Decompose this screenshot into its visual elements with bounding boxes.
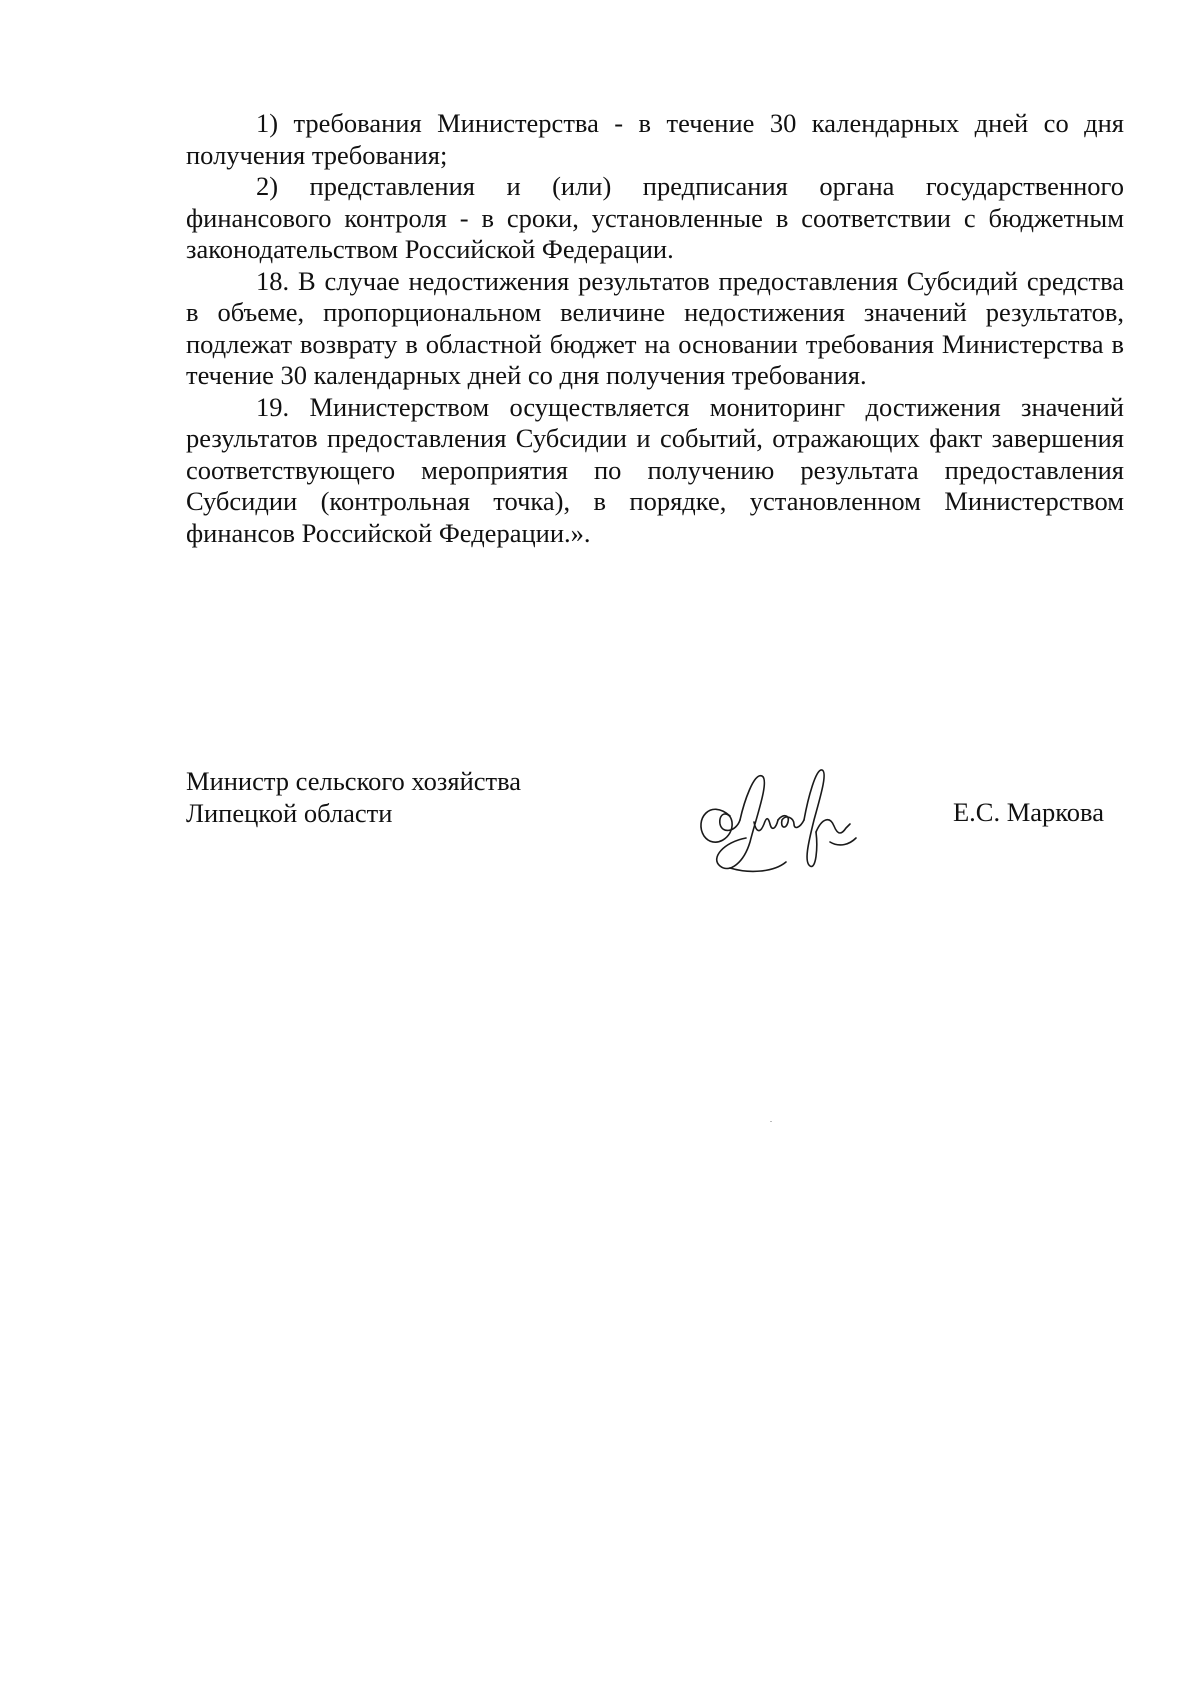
document-body — [186, 108, 1124, 549]
paragraph-item-18: 18. В случае недостижения результатов предоставления Субсидий средства в объеме, пропорциональном величине недостижения значений результатов, подлежат возврату в областной бюджет на основании требования Министерства в течение 30 календарных дней со дня получения требования. — [186, 265, 1124, 390]
paragraph-item-2: 2) представления и (или) предписания органа государственного финансового контроля - в сроки, установленные в соответствии с бюджетным законодательством Российской Федерации. — [186, 171, 1124, 264]
signature-block — [186, 758, 1124, 878]
paragraph-item-19: 19. Министерством осуществляется мониторинг достижения значений результатов предоставления Субсидии и событий, отражающих факт завершения соответствующего мероприятия по получению результата предоставления Субсидии (контрольная точка), в порядке, установленном Министерством финансов Российской Федерации.». — [186, 391, 1124, 548]
paragraph-item-1: 1) требования Министерства - в течение 30 календарных дней со дня получения требования; — [186, 108, 1124, 170]
signatory-name: Е.С. Маркова — [952, 797, 1104, 827]
handwritten-signature — [690, 758, 880, 878]
scan-speck — [770, 1121, 772, 1122]
signatory-title-line-1: Министр сельского хозяйства — [186, 766, 522, 796]
signatory-title-line-2: Липецкой области — [186, 797, 393, 828]
signatory-title — [186, 766, 521, 829]
